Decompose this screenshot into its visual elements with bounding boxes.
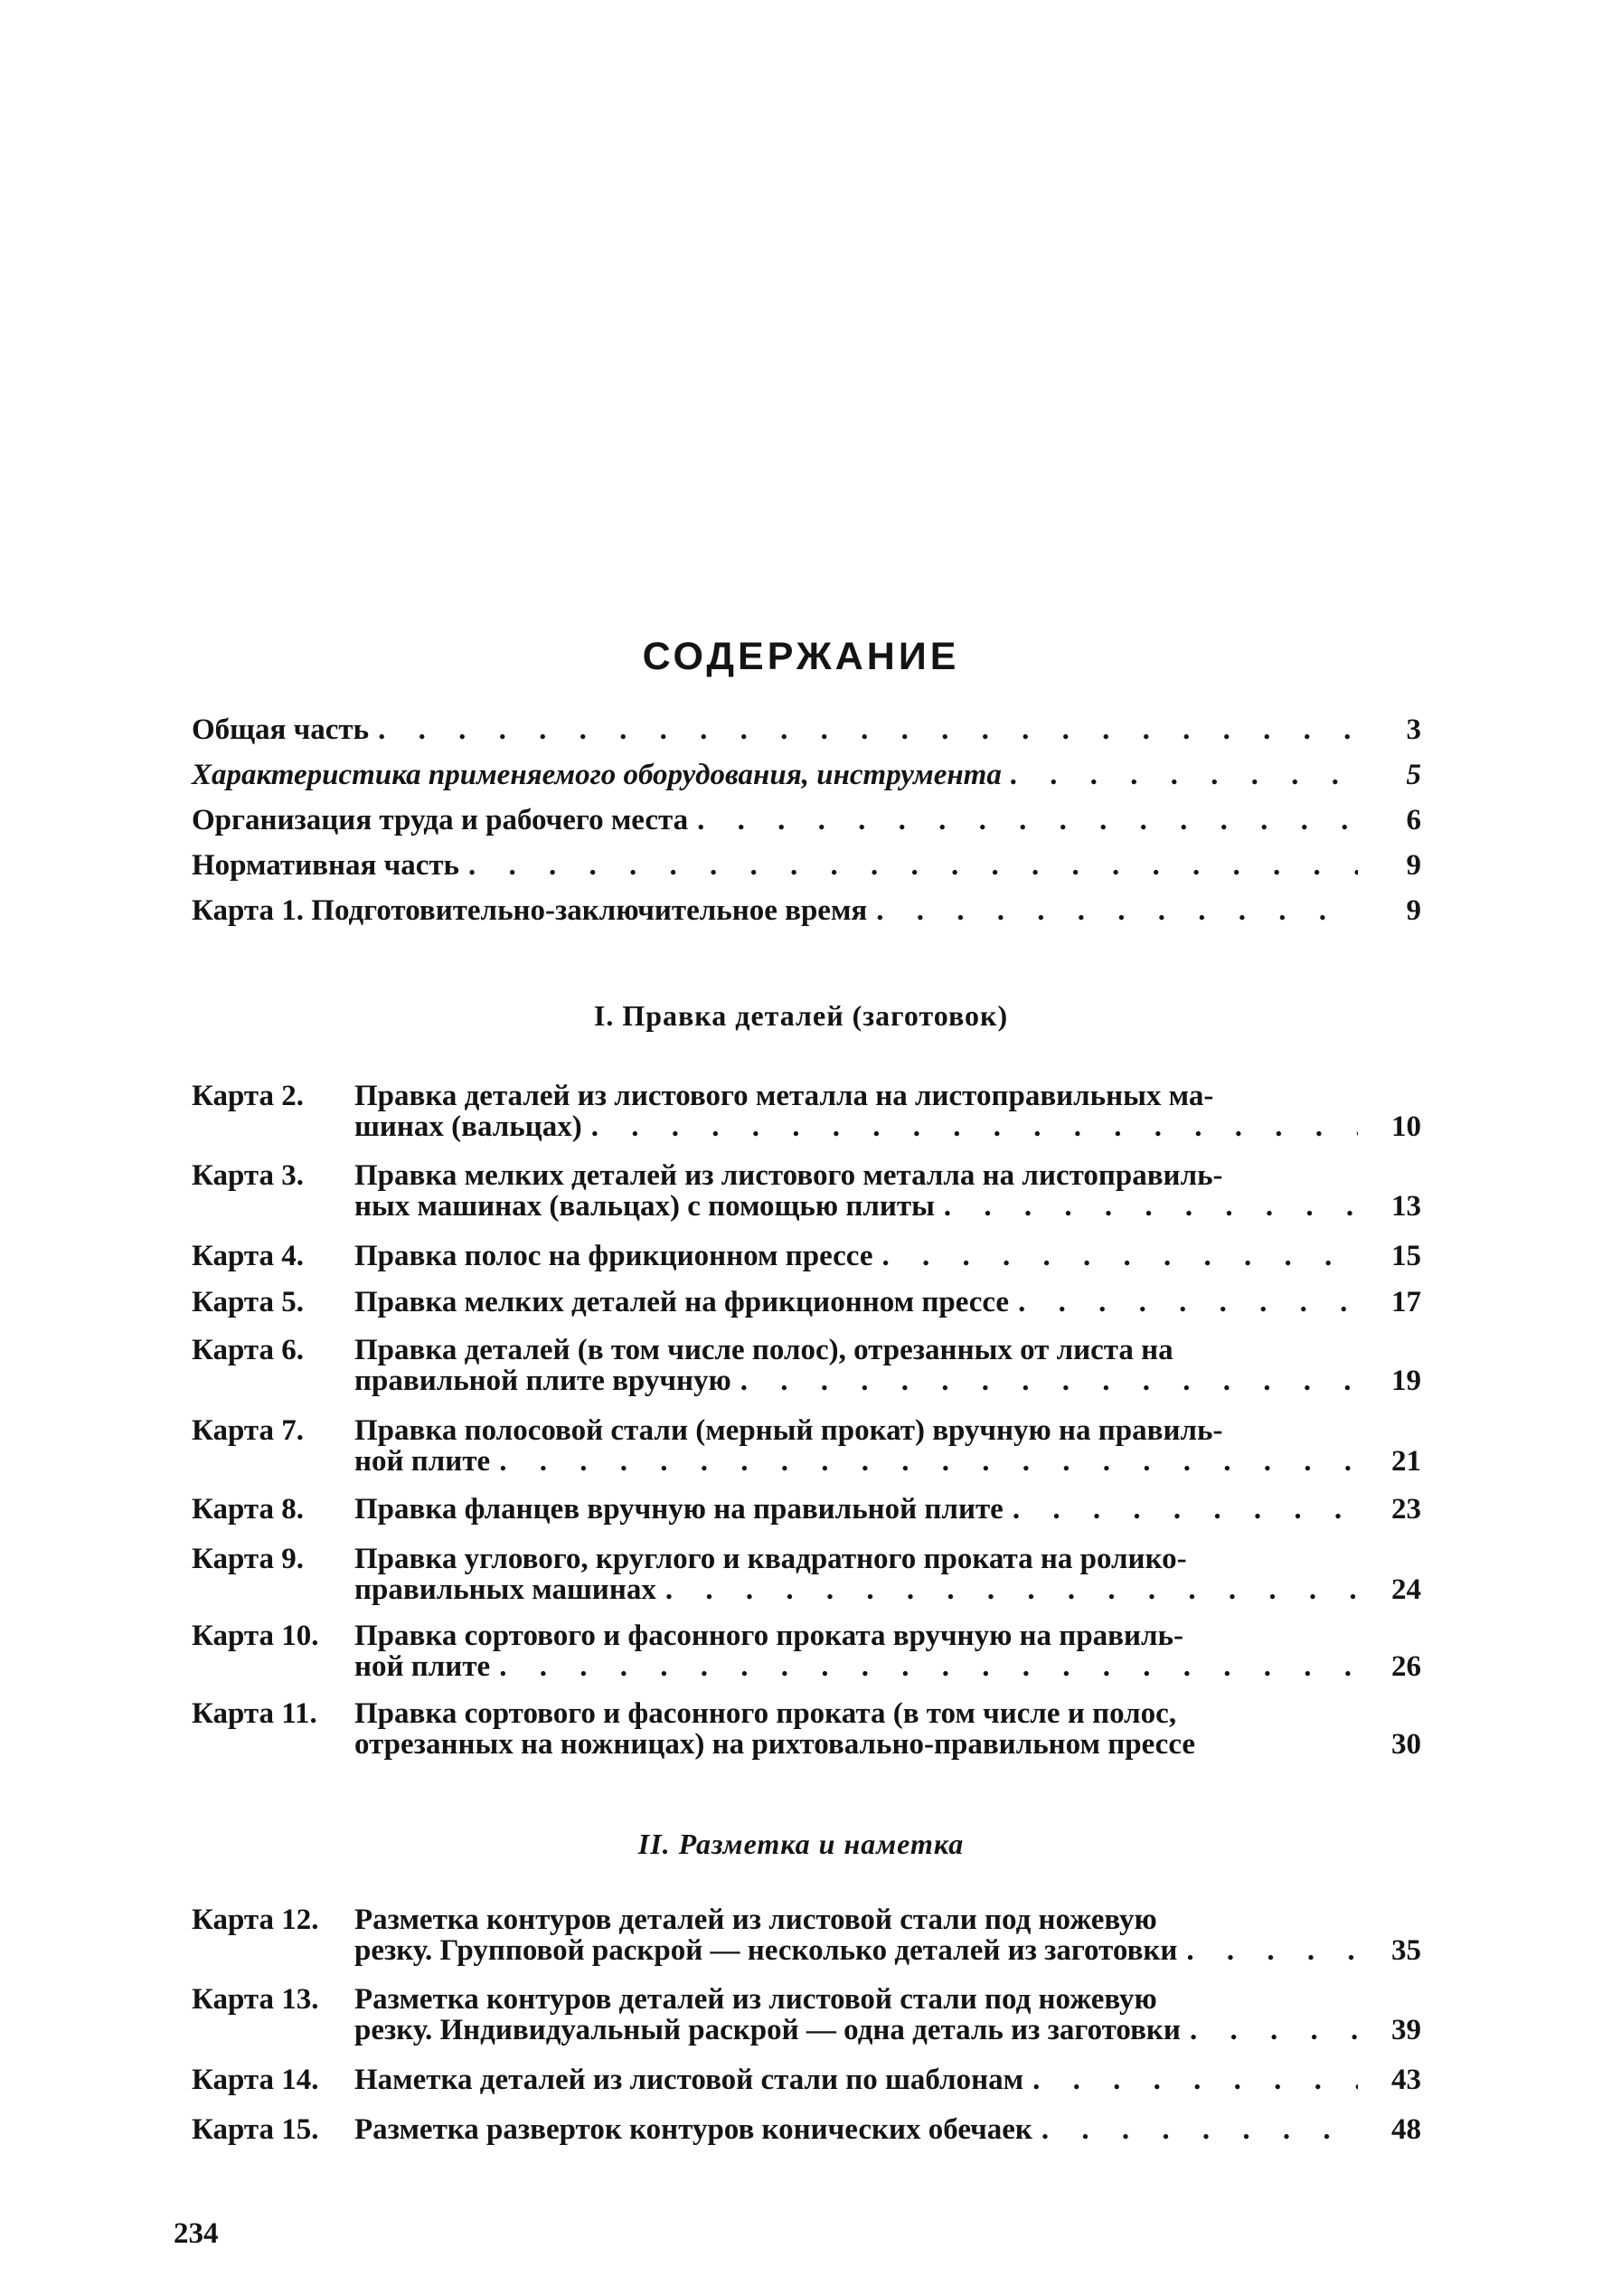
entry-label: Карта 1. Подготовительно-заключительное время	[192, 894, 868, 927]
toc-entry	[192, 895, 1421, 926]
toc-entry-card-6	[192, 1335, 1421, 1396]
entry-text: Правка фланцев вручную на правильной плите	[354, 1493, 1004, 1526]
card-number: Карта 2.	[192, 1080, 305, 1112]
entry-text: Разметка контуров деталей из листовой стали под ножевую	[354, 1904, 1157, 1936]
section-heading: II. Разметка и наметка	[637, 1828, 965, 1860]
page-title: СОДЕРЖАНИЕ	[642, 635, 960, 678]
leader-dots	[1018, 1287, 1358, 1318]
entry-page: 17	[1391, 1286, 1421, 1318]
entry-page: 43	[1391, 2064, 1421, 2096]
card-number: Карта 5.	[192, 1286, 305, 1318]
card-number: Карта 7.	[192, 1414, 305, 1447]
card-number: Карта 3.	[192, 1159, 305, 1192]
toc-entry-card-5	[192, 1287, 1421, 1318]
entry-page: 10	[1391, 1110, 1421, 1143]
leader-dots	[591, 1111, 1358, 1142]
entry-page: 30	[1391, 1728, 1421, 1761]
leader-dots	[665, 1574, 1358, 1605]
entry-page: 26	[1391, 1650, 1421, 1683]
entry-label: Нормативная часть	[192, 849, 460, 882]
entry-page: 48	[1391, 2113, 1421, 2146]
card-number: Карта 9.	[192, 1543, 305, 1575]
entry-text-cont: резку. Групповой раскрой — несколько деталей из заготовки	[354, 1934, 1178, 1967]
entry-page: 35	[1391, 1934, 1421, 1967]
entry-label: Организация труда и рабочего места	[192, 804, 689, 836]
entry-text: Правка мелких деталей на фрикционном прессе	[354, 1286, 1010, 1318]
card-number: Карта 6.	[192, 1334, 305, 1366]
toc-entry	[192, 850, 1421, 881]
leader-dots	[740, 1365, 1358, 1396]
page-number: 234	[174, 2217, 219, 2250]
toc-entry	[192, 714, 1421, 745]
leader-dots	[944, 1191, 1358, 1222]
toc-entry-card-10	[192, 1620, 1421, 1682]
section-heading: I. Правка деталей (заготовок)	[593, 999, 1009, 1032]
leader-dots	[499, 1651, 1358, 1682]
toc-entry-card-8	[192, 1494, 1421, 1525]
leader-dots	[1013, 1494, 1358, 1525]
toc-entry-card-9	[192, 1544, 1421, 1605]
entry-text: Правка полос на фрикционном прессе	[354, 1240, 873, 1272]
leader-dots	[1186, 1935, 1358, 1966]
toc-entry	[192, 805, 1421, 836]
toc-entry-card-14	[192, 2065, 1421, 2095]
card-number: Карта 8.	[192, 1493, 305, 1526]
leader-dots	[378, 714, 1358, 745]
leader-dots	[1032, 2065, 1358, 2095]
card-number: Карта 4.	[192, 1240, 305, 1272]
leader-dots	[1011, 760, 1358, 790]
entry-page: 5	[1406, 759, 1421, 791]
entry-text-cont: ных машинах (вальцах) с помощью плиты	[354, 1190, 935, 1223]
entry-label: Характеристика применяемого оборудования, инструмента	[192, 759, 1002, 791]
toc-entry-card-2	[192, 1081, 1421, 1142]
toc-entry-card-11	[192, 1698, 1421, 1760]
card-number: Карта 13.	[192, 1983, 319, 2016]
entry-text-cont: резку. Индивидуальный раскрой — одна деталь из заготовки	[354, 2014, 1181, 2046]
entry-text: Правка углового, круглого и квадратного проката на ролико-	[354, 1543, 1187, 1575]
card-number: Карта 10.	[192, 1620, 319, 1652]
card-number: Карта 12.	[192, 1904, 319, 1936]
entry-text-cont: ной плите	[354, 1445, 491, 1478]
toc-entry-card-7	[192, 1415, 1421, 1477]
entry-page: 21	[1391, 1445, 1421, 1478]
entry-text: Правка деталей из листового металла на листоправильных ма-	[354, 1080, 1214, 1112]
entry-page: 24	[1391, 1573, 1421, 1606]
entry-page: 13	[1391, 1190, 1421, 1223]
toc-entry-card-12	[192, 1904, 1421, 1966]
toc-entry-card-4	[192, 1241, 1421, 1271]
toc-entry-card-15	[192, 2114, 1421, 2145]
entry-text-cont: правильной плите вручную	[354, 1365, 731, 1397]
toc-entry-card-3	[192, 1160, 1421, 1222]
entry-page: 6	[1406, 804, 1421, 836]
entry-text: Правка деталей (в том числе полос), отрезанных от листа на	[354, 1334, 1173, 1366]
entry-text: Разметка разверток контуров конических обечаек	[354, 2113, 1032, 2146]
entry-text: Правка сортового и фасонного проката вручную на правиль-	[354, 1620, 1183, 1652]
leader-dots	[499, 1446, 1358, 1477]
leader-dots	[876, 895, 1358, 926]
card-number: Карта 15.	[192, 2113, 319, 2146]
entry-page: 9	[1406, 849, 1421, 882]
entry-text: Правка сортового и фасонного проката (в том числе и полос,	[354, 1697, 1177, 1730]
entry-page: 15	[1391, 1240, 1421, 1272]
entry-text: Правка полосовой стали (мерный прокат) вручную на правиль-	[354, 1414, 1223, 1447]
leader-dots	[882, 1241, 1359, 1271]
entry-page: 3	[1406, 713, 1421, 746]
entry-text-cont: шинах (вальцах)	[354, 1110, 582, 1143]
entry-text: Правка мелких деталей из листового металла на листоправиль-	[354, 1159, 1223, 1192]
leader-dots	[468, 850, 1358, 881]
entry-text-cont: правильных машинах	[354, 1573, 656, 1606]
entry-page: 23	[1391, 1493, 1421, 1526]
card-number: Карта 14.	[192, 2064, 319, 2096]
toc-entry	[192, 760, 1421, 790]
toc-entry-card-13	[192, 1984, 1421, 2046]
entry-page: 39	[1391, 2014, 1421, 2046]
leader-dots	[697, 805, 1358, 836]
entry-page: 19	[1391, 1365, 1421, 1397]
card-number: Карта 11.	[192, 1697, 317, 1730]
entry-text: Наметка деталей из листовой стали по шаблонам	[354, 2064, 1024, 2096]
leader-dots	[1041, 2114, 1358, 2145]
entry-text-cont: ной плите	[354, 1650, 491, 1683]
entry-label: Общая часть	[192, 713, 370, 746]
entry-text: Разметка контуров деталей из листовой стали под ножевую	[354, 1983, 1157, 2016]
leader-dots	[1190, 2015, 1358, 2046]
entry-text-cont: отрезанных на ножницах) на рихтовально-правильном прессе	[354, 1728, 1196, 1761]
entry-page: 9	[1406, 894, 1421, 927]
